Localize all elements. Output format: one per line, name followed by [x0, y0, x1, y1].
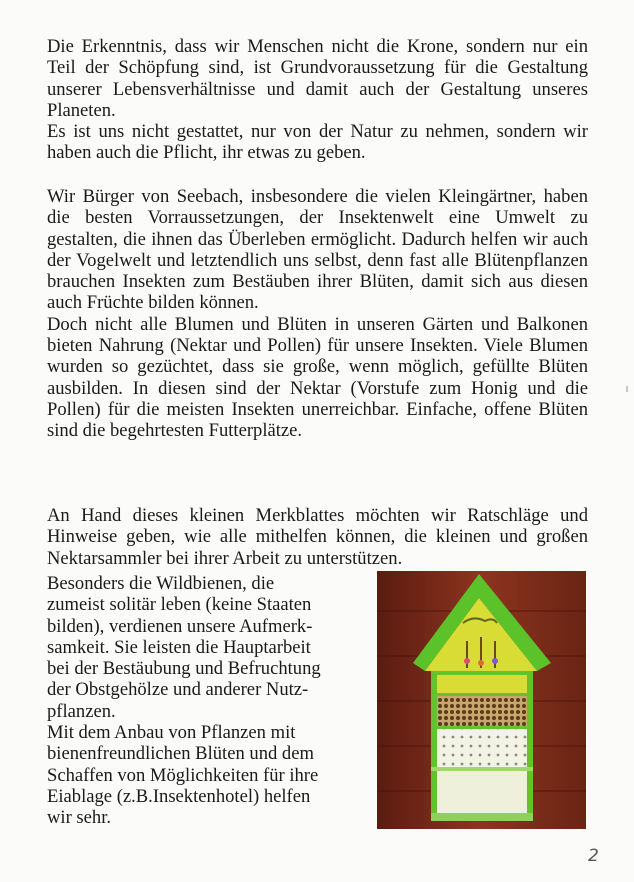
- paragraph-duty: Es ist uns nicht gestattet, nur von der Natur zu nehmen, sondern wir haben auch die Pflicht, ihr etwas zu geben.: [47, 121, 588, 164]
- paragraph-wildbees: [47, 573, 369, 722]
- page-number: 2: [588, 846, 599, 866]
- paragraph-flowers: Doch nicht alle Blumen und Blüten in unseren Gärten und Balkonen bieten Nahrung (Nektar und Pollen) für unsere Insekten. Viele Blumen wurden so gezüchtet, dass sie große, wenn möglich, gefüllte Blüten ausbilden. In diesen sind der Nektar (Vorstufe zum Honig und die Pollen) für die meisten Insekten unerreichbar. Einfache, offene Blüten sind die begehrtesten Futterplätze.: [47, 313, 588, 442]
- text-line: Besonders die Wildbienen, die: [47, 573, 275, 594]
- insect-hotel-photo: [377, 571, 586, 829]
- text-line: bienenfreundlichen Blüten und dem: [47, 743, 314, 765]
- wildbees-section: [47, 573, 369, 829]
- paragraph-creation: Die Erkenntnis, dass wir Menschen nicht die Krone, sondern nur ein Teil der Schöpfung sind, ist Grundvoraussetzung für die Gestaltung unserer Lebensverhältnisse und damit auch der Gestaltung unseres Planeten.: [47, 36, 588, 121]
- paragraph-leaflet: An Hand dieses kleinen Merkblattes möchten wir Ratschläge und Hinweise geben, wie alle mithelfen können, die kleinen und großen Nektarsammler bei ihrer Arbeit zu unterstützen.: [47, 505, 588, 569]
- text-line: zumeist solitär leben (keine Staaten: [47, 594, 312, 616]
- text-line: wir sehr.: [47, 807, 112, 829]
- text-line: Mit dem Anbau von Pflanzen mit: [47, 722, 296, 744]
- paragraph-planting: [47, 722, 369, 828]
- scan-artifact: [626, 386, 628, 392]
- intro-section: [47, 36, 588, 164]
- text-line: bei der Bestäubung und Befruchtung: [47, 658, 321, 680]
- text-line: samkeit. Sie leisten die Hauptarbeit: [47, 636, 311, 658]
- text-line: Schaffen von Möglichkeiten für ihre: [47, 764, 319, 786]
- paragraph-seebach: Wir Bürger von Seebach, insbesondere die vielen Kleingärtner, haben die besten Vorraussetzungen, der Insektenwelt eine Umwelt zu gestalten, die ihnen das Überleben ermöglicht. Dadurch helfen wir auch der Vogelwelt und letztendlich uns selbst, denn fast alle Blütenpflanzen brauchen Insekten zum Bestäuben ihrer Blüten, damit sich aus diesen auch Früchte bilden können.: [47, 186, 588, 314]
- text-line: Eiablage (z.B.Insektenhotel) helfen: [47, 785, 311, 807]
- text-line: pflanzen.: [47, 700, 116, 722]
- seebach-section: [47, 186, 588, 442]
- text-line: der Obstgehölze und anderer Nutz-: [47, 679, 309, 701]
- leaflet-section: [47, 505, 588, 569]
- text-line: bilden), verdienen unsere Aufmerk-: [47, 615, 313, 637]
